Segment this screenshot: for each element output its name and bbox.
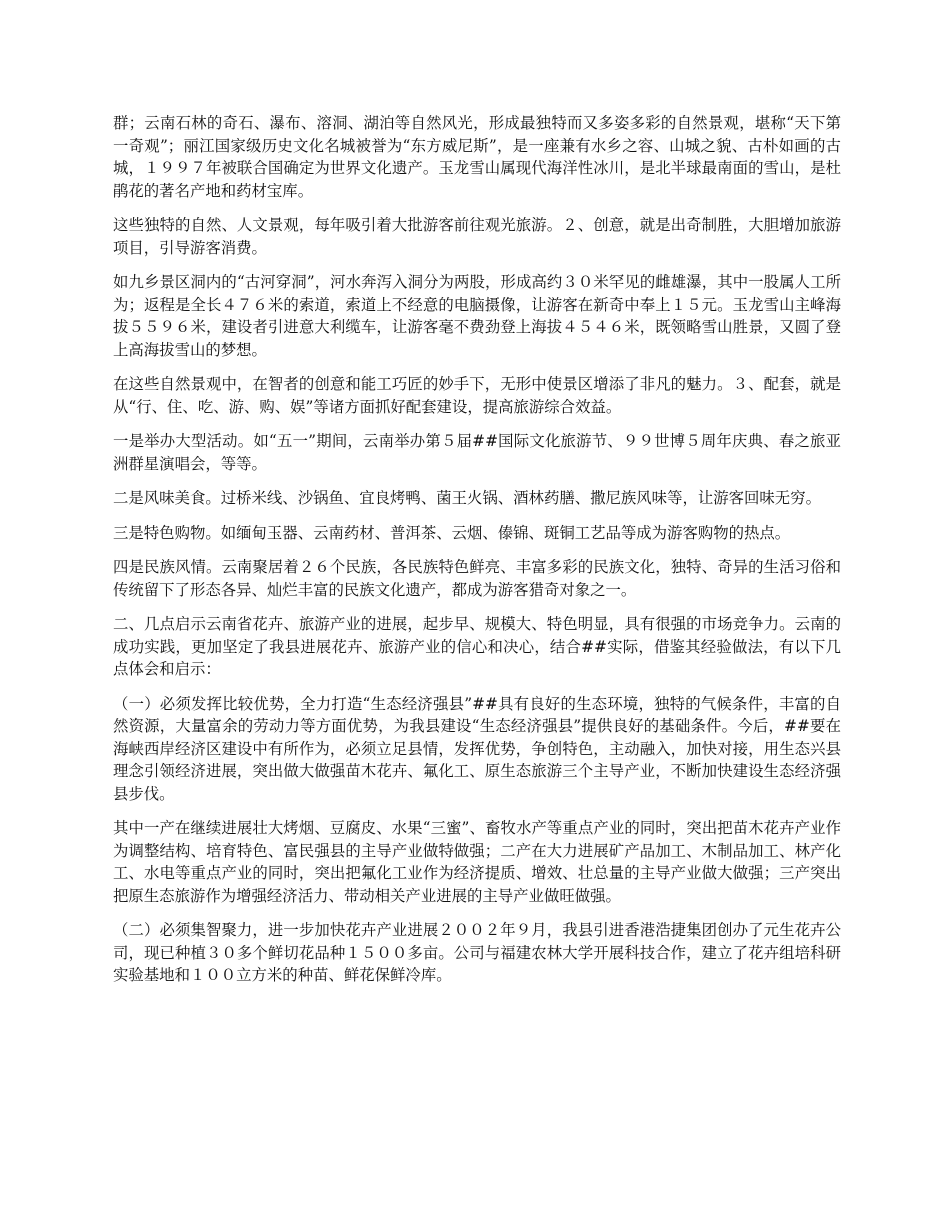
document-body — [113, 112, 841, 999]
paragraph: 三是特色购物。如缅甸玉器、云南药材、普洱茶、云烟、傣锦、斑铜工艺品等成为游客购物的热点。 — [113, 523, 791, 542]
paragraph: 四是民族风情。云南聚居着２６个民族，各民族特色鲜亮、丰富多彩的民族文化，独特、奇异的生活习俗和传统留下了形态各异、灿烂丰富的民族文化遗产，都成为游客猎奇对象之一。 — [113, 558, 841, 599]
paragraph: （二）必须集智聚力，进一步加快花卉产业进展２００２年９月，我县引进香港浩捷集团创办了元生花卉公司，现已种植３０多个鲜切花品种１５００多亩。公司与福建农林大学开展科技合作，建立了花卉组培科研实验基地和１００立方米的种苗、鲜花保鲜冷库。 — [113, 921, 841, 984]
paragraph: 如九乡景区洞内的“古河穿洞”，河水奔泻入洞分为两股，形成高约３０米罕见的雌雄瀑，其中一股属人工所为；返程是全长４７６米的索道，索道上不经意的电脑摄像，让游客在新奇中奉上１５元。玉龙雪山主峰海拔５５９６米，建设者引进意大利缆车，让游客毫不费劲登上海拔４５４６米，既领略雪山胜景，又圆了登上高海拔雪山的梦想。 — [113, 273, 841, 359]
paragraph: 二是风味美食。过桥米线、沙锅鱼、宜良烤鸭、菌王火锅、酒林药膳、撒尼族风味等，让游客回味无穷。 — [113, 489, 821, 507]
paragraph: 一是举办大型活动。如“五一”期间，云南举办第５届##国际文化旅游节、９９世博５周年庆典、春之旅亚洲群星演唱会，等等。 — [113, 432, 841, 473]
paragraph: 在这些自然景观中，在智者的创意和能工巧匠的妙手下，无形中使景区增添了非凡的魅力。３、配套，就是从“行、住、吃、游、购、娱”等诸方面抓好配套建设，提高旅游综合效益。 — [113, 375, 841, 416]
paragraph: 这些独特的自然、人文景观，每年吸引着大批游客前往观光旅游。２、创意，就是出奇制胜，大胆增加旅游项目，引导游客消费。 — [113, 216, 841, 257]
paragraph: 二、几点启示云南省花卉、旅游产业的进展，起步早、规模大、特色明显，具有很强的市场竞争力。云南的成功实践，更加坚定了我县进展花卉、旅游产业的信心和决心，结合##实际，借鉴其经验做法，有以下几点体会和启示： — [113, 615, 841, 678]
paragraph: 群；云南石林的奇石、瀑布、溶洞、湖泊等自然风光，形成最独特而又多姿多彩的自然景观，堪称“天下第一奇观”；丽江国家级历史文化名城被誉为“东方威尼斯”，是一座兼有水乡之容、山城之貌、古朴如画的古城，１９９７年被联合国确定为世界文化遗产。玉龙雪山属现代海洋性冰川，是北半球最南面的雪山，是杜鹃花的著名产地和药材宝库。 — [113, 114, 841, 200]
paragraph: （一）必须发挥比较优势，全力打造“生态经济强县”##具有良好的生态环境，独特的气候条件，丰富的自然资源，大量富余的劳动力等方面优势，为我县建设“生态经济强县”提供良好的基础条件。今后，##要在海峡西岸经济区建设中有所作为，必须立足县情，发挥优势，争创特色，主动融入，加快对接，用生态兴县理念引领经济进展，突出做大做强苗木花卉、氟化工、原生态旅游三个主导产业，不断加快建设生态经济强县步伐。 — [113, 694, 841, 803]
paragraph: 其中一产在继续进展壮大烤烟、豆腐皮、水果“三蜜”、畜牧水产等重点产业的同时，突出把苗木花卉产业作为调整结构、培育特色、富民强县的主导产业做特做强；二产在大力进展矿产品加工、木制品加工、林产化工、水电等重点产业的同时，突出把氟化工业作为经济提质、增效、壮总量的主导产业做大做强；三产突出把原生态旅游作为增强经济活力、带动相关产业进展的主导产业做旺做强。 — [113, 819, 841, 905]
